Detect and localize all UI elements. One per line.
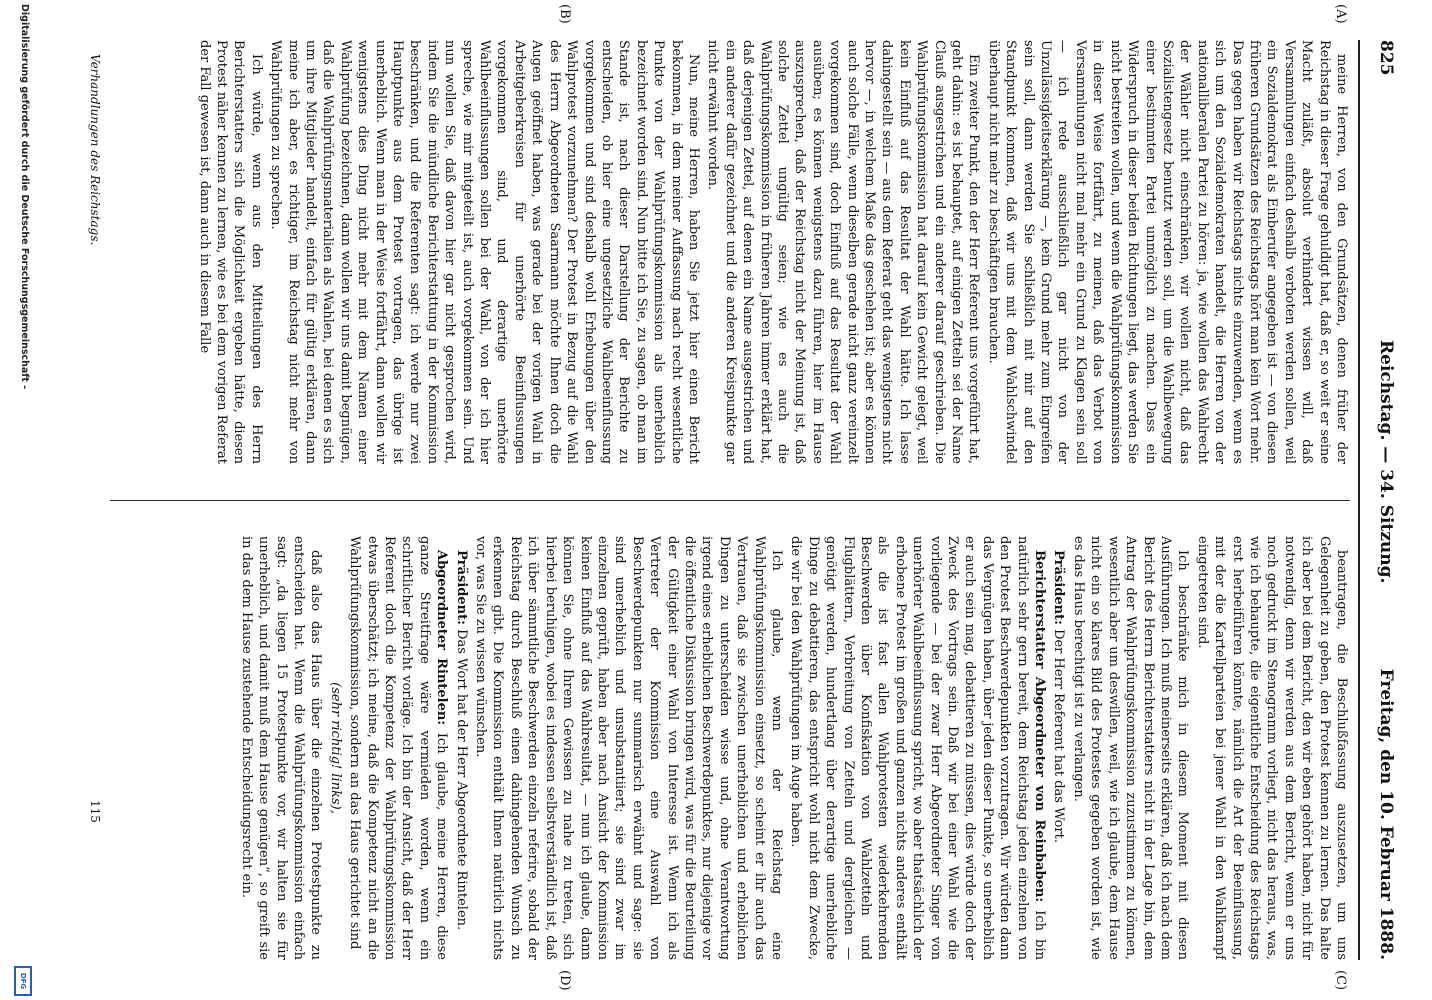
paragraph-text: Nun, meine Herren, haben Sie jetzt hier einen Bericht bekommen, in dem meiner Auffassung nach recht wesentliche Punkte von der Wahlprüfungskommission als unerheblich bezeichnet worden sind. Nun bitte ich Sie, zu sagen, ob man im Stande ist, nach dieser Darstellung der Berichte zu entscheiden, ob hier eine ungesetzliche Wahlbeeinflussung vorgekommen und sind deshalb wohl Erhebungen über den Wahlprotest vorzunehmen? Der Protest in Bezug auf die Wahl des Herrn Abgeordneten Saarmann möchte Ihnen doch die Augen geöffnet haben, was gerade bei der vorigen Wahl in Arbeitgeberkreisen für unerhörte Beeinflussungen vorgekommen sind, und derartige unerhörte Wahlbeeinflussungen sollen bei der Wahl, von der ich hier spreche, wie mir mitgeteilt ist, auch vorgekommen sein. Und nun wollen Sie, daß davon hier gar nicht gesprochen wird, indem Sie die mündliche Berichterstattung in der Kommission beschränken, und die Referenten sagt: ich werde nur zwei Hauptpunkte aus dem Protest vortragen, das übrige ist unerheblich. Wenn man in der Weise fortfährt, dann wollen wir wenigstens dies Ding nicht mehr mit dem Namen einer Wahlprüfung bezeichnen, dann wollen wir uns damit begnügen, daß die Wahlprüfungsmaterialien als Wahlen, bei denen es sich um ihre Mitglieder handelt, einfach für gültig erklären, dann meine ich aber, es richtiger, im Reichstag nicht mehr von Wahlprüfungen zu sprechen. <box>268 40 701 464</box>
paragraph-text: Das Wort hat der Herr Abgeordnete Rintelen. <box>453 629 469 931</box>
paragraph-text: meine Herren, von den Grundsätzen, denen früher der Reichstag in dieser Frage gehuldigt hat, daß er, so weit er seine Macht zuläßt, absolut verhindert wissen will, daß Versammlungen einfach deshalb verboten werden sollen, weil ein Sozialdemokrat als Einberufer angegeben ist — von diesen früheren Grundsätzen des Reichstags hört man kein Wort mehr. Das gegen haben wir Reichstags nichts einzuwenden, wenn es sich um den Sozialdemokraten handelt, die Herren von der nationalliberalen Partei zu hören: ja, wie wollen das Wahlrecht der Wähler nicht einschränken, wir wollen nicht, daß das Sozialistengesetz benutzt werden soll, um die Wahlbewegung einer bestimmten Partei unmöglich zu machen. Dass ein Widerspruch in dieser beiden Richtungen liegt, das werden Sie nicht bestreiten wollen, und wenn die Wahlprüfungskommission in dieser Weise fortfährt, zu meinen, daß das Verbot von Versammlungen nicht mal mehr ein Grund zu Klagen sein soll — ich rede ausschließlich gar nicht von der Unzulässigkeitserklärung —, kein Grund mehr zum Eingreifen sein soll, dann werden Sie schließlich mit mir auf den Standpunkt kommen, daß wir uns mit dem Wahlschwindel überhaupt nicht mehr zu beschäftigen brauchen. <box>985 40 1349 464</box>
paragraph-text: Ich beschränke mich in diesem Moment mit diesen Ausführungen. Ich muß meinerseits erklären, daß ich nach dem Bericht des Herrn Berichterstatters nicht in der Lage bin, dem Antrag der Wahlprüfungskommission zuzustimmen zu können, wesentlich aber um deswillen, weil, wie ich glaube, dem Hause nicht ein so klares Bild des Protestes gegeben worden ist, wie es das Haus berechtigt ist zu verlangen. <box>1070 536 1191 960</box>
speaker-name: Berichterstatter Abgeordneter von Reinbaben: <box>1032 550 1048 903</box>
paragraph <box>326 536 343 960</box>
footer-title: Verhandlungen des Reichstags. <box>88 54 102 246</box>
paragraph <box>346 536 450 960</box>
paragraph <box>1070 536 1192 960</box>
paragraph-text: beantragen, die Beschlußfassung auszusetzen, um uns Gelegenheit zu geben, den Protest kennen zu lernen. Das halte ich aber bei dem Bericht, den wir eben gehört haben, nicht für notwendig, denn wir werden aus dem Bericht, wenn er uns noch gedruckt im Stenogramm vorliegt, nicht das heraus, was, wie ich behaupte, die eigentliche Entscheidung des Reichstags erst herbeiführen könnte, nämlich die Art der Beeinflussung, mit der die Kartellparteien bei jener Wahl in den Wahlkampf eingetreten sind. <box>1194 536 1349 960</box>
header-rule <box>1358 40 1360 960</box>
digitization-credit <box>14 0 34 1000</box>
paragraph-text: Ich glaube, meine Herren, diese ganze Streitfrage wäre vermieden worden, wenn ein schriftlicher Bericht vorläge. Ich bin der Ansicht, daß der Herr Referent doch die Kompetenz der Wahlprüfungskommission etwas überschätzt; ich meine, daß die Kompetenz nicht an die Wahlprüfungskommission, sondern an das Haus gerichtet sind <box>347 536 450 960</box>
paragraph-text: daß also das Haus über die einzelnen Protestpunkte zu entscheiden hat. Wenn die Wahlprüfungskommission einfach sagt: „da liegen 15 Protestpunkte vor, wir halten sie für unerheblich, und damit muß dem Hause genügen“, so greift sie in das dem Hause zustehende Entscheidungsrecht ein. <box>238 536 324 960</box>
paragraph-text: Ich glaube, wenn der Reichstag eine Wahlprüfungskommission einsetzt, so scheint er ihr auch das Vertrauen, daß sie zwischen unerheblichen und erheblichen Dingen zu unterscheiden wisse und, ohne Verantwortung irgend eines erheblichen Beschwerdepunktes, nur diejenige vor die öffentliche Diskussion bringen wird, was für die Beurteilung der Gültigkeit einer Wahl von Interesse ist. Wenn ich als Vertreter der Kommission eine Auswahl von Beschwerdepunkten nur summarisch erwähnt und sage: sie sind unerheblich und unsubstantiiert; sie sind zwar im einzelnen geprüft, haben aber nach Ansicht der Kommission keinen Einfluß auf das Wahlresultat, — nun ich glaube, dann können Sie, ohne Ihrem Gewissen zu nahe zu treten, sich hierbei beruhigen, wobei es indessen selbstverständlich ist, daß ich über sämmtliche Beschwerden einzeln referire, sobald der Reichstag durch Beschluß einen dahingehenden Wunsch zu erkennen gibt. Die Kommission enthält Ihnen natürlich nichts vor, was Sie zu wissen wünschen. <box>473 536 784 960</box>
paragraph <box>1050 536 1067 960</box>
margin-mark-a: (A) <box>1333 4 1348 24</box>
paragraph <box>984 40 1350 464</box>
paragraph-text: Ich würde, wenn aus den Mitteilungen des Herrn Berichterstatters sich die Möglichkeit ergeben hätte, diesen Protest näher kennen zu lernen, wie es bei dem vorigen Referat der Fall gewesen ist, dann auch in diesem Falle <box>196 40 264 464</box>
right-column <box>110 536 1350 960</box>
speaker-name: Abgeordneter Rintelen: <box>434 550 450 726</box>
paragraph-text: (sehr richtig! links), <box>327 682 343 814</box>
dfg-logo-text: DFG <box>19 972 27 990</box>
paragraph <box>787 536 1048 960</box>
speaker-name: Präsident: <box>1051 550 1067 625</box>
margin-mark-c: (C) <box>1333 970 1348 991</box>
credit-text: Digitalisierung gefördert durch die Deutsche Forschungsgemeinschaft - <box>19 4 30 390</box>
header-page-number: 825 <box>1376 40 1396 76</box>
paragraph <box>452 536 469 960</box>
paragraph-text: Der Herr Referent hat das Wort. <box>1051 629 1067 843</box>
paragraph <box>267 40 702 464</box>
paragraph <box>472 536 785 960</box>
paragraph-text: Ich bin natürlich sehr gern bereit, dem Reichstag jeden einzelnen von den Protest Beschwerdepunkten vorzutragen. Wir würden dann das Vergnügen haben, über jeden dieser Punkte, so unerheblich er auch sein mag, debattieren zu müssen, dies würde doch der Zweck des Vortrags sein. Daß wir bei einer Wahl wie die vorliegende — bei der zwar Herr Abgeordneter Singer von unerhörter Wahlbeeinflussung spricht, wo aber thatsächlich der erhobene Protest im großen und ganzen nichts anderes enthält als die ist fast allen Wahlprotesten wiederkehrenden Beschwerden über Konfiskation von Wahlzetteln und Flugblättern, Verbreitung von Zetteln und dergleichen — genötigt werden, hundertlang über derartige unerhebliche Dinge zu debattieren, das entspricht wohl nicht dem Zwecke, die wir bei den Wahlprüfungen im Auge haben. <box>788 536 1048 960</box>
paragraph <box>195 40 265 464</box>
header-title: Reichstag. — 34. Sitzung. <box>1376 340 1396 584</box>
column-divider <box>110 500 1350 501</box>
left-column <box>110 40 1350 464</box>
dfg-logo-icon <box>14 966 32 996</box>
paragraph-text: Ein zweiter Punkt, den der Herr Referent uns vorgeführt hat, geht dahin: es ist behauptet, auf einigen Zetteln sei der Name Clauß ausgestrichen und ein anderer darauf geschrieben. Die Wahlprüfungskommission hat darauf kein Gewicht gelegt, weil kein Einfluß auf das Resultat der Wahl hätte. Ich lasse dahingestellt sein — aus dem Referat geht das wenigstens nicht hervor —, in welchem Maße das geschehen ist; aber es können auch solche Fälle, wenn dieselben gerade nicht ganz vereinzelt vorgekommen sind, doch Einfluß auf das Resultat der Wahl ausüben; es können wenigstens dazu führen, hier im Hause auszusprechen, daß der Reichstag nicht der Meinung ist, daß solche Zettel ungültig seien; wie es auch die Wahlprüfungskommission in früheren Jahren immer erklärt hat, daß derjenigen Zettel, auf denen ein Name ausgestrichen und ein anderer dafür gezeichnet und die anderen Kreispunkte gar nicht erwähnt worden. <box>705 40 982 464</box>
header-date: Freitag, den 10. Februar 1888. <box>1376 668 1396 960</box>
footer-page-number: 115 <box>88 800 102 823</box>
margin-mark-d: (D) <box>557 970 572 991</box>
paragraph <box>704 40 983 464</box>
margin-mark-b: (B) <box>557 4 572 24</box>
speaker-name: Präsident: <box>453 550 469 625</box>
page-header <box>1364 40 1404 960</box>
paragraph <box>1193 536 1350 960</box>
paragraph <box>237 536 324 960</box>
